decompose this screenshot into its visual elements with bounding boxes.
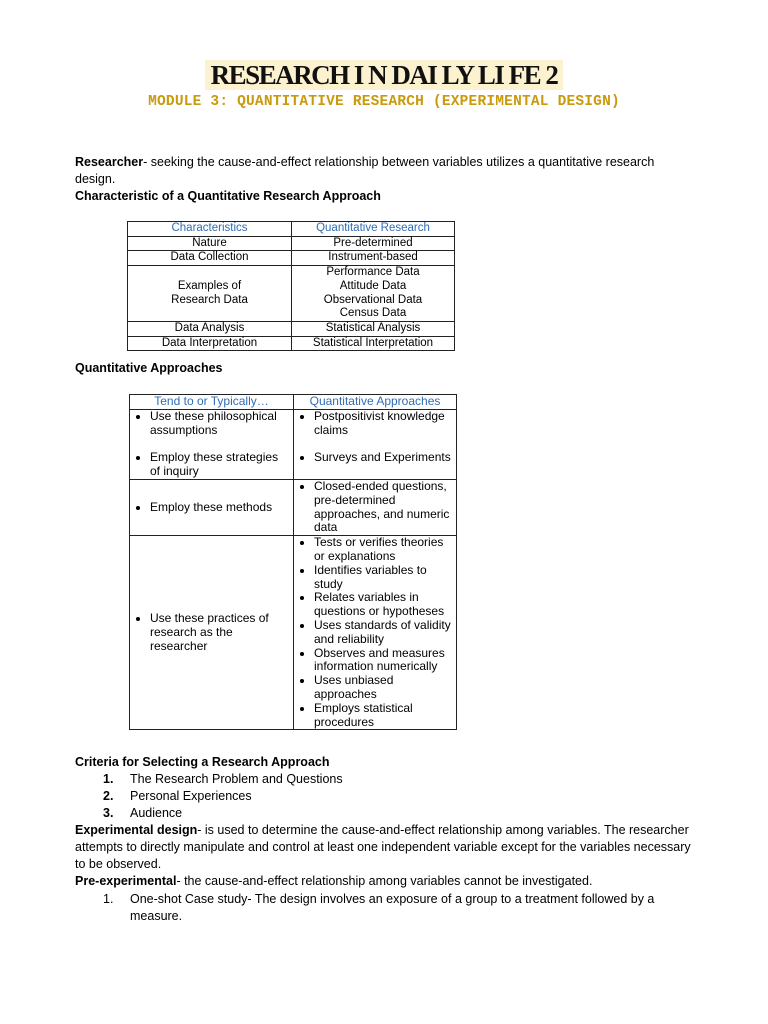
table-cell bbox=[294, 409, 457, 479]
list-item: • Uses unbiased approaches bbox=[314, 674, 452, 702]
table-cell-line: Observational Data bbox=[323, 293, 423, 306]
table-row bbox=[130, 479, 457, 535]
table-row bbox=[130, 536, 457, 730]
list-text: One-shot Case study- The design involves an exposure of a group to a treatment followed by a measure. bbox=[130, 892, 655, 923]
page-title: RESEARCH I N DAI LY LI FE 2 bbox=[205, 60, 564, 90]
table-cell-line: Census Data bbox=[339, 307, 407, 320]
table-header-cell: Quantitative Approaches bbox=[294, 395, 457, 410]
experimental-design-definition bbox=[75, 822, 697, 873]
researcher-definition bbox=[75, 154, 695, 188]
table-cell-line: Attitude Data bbox=[339, 279, 407, 292]
list-number: 1. bbox=[103, 772, 114, 786]
list-text: Audience bbox=[130, 806, 183, 820]
list-text: Personal Experiences bbox=[130, 789, 252, 803]
list-item: • Employ these methods bbox=[150, 501, 289, 515]
criteria-list bbox=[75, 771, 695, 822]
table-row bbox=[128, 251, 455, 266]
criteria-heading: Criteria for Selecting a Research Approach bbox=[75, 755, 330, 769]
table-cell-line: Performance Data bbox=[326, 266, 420, 279]
list-item: • Closed-ended questions, pre-determined approaches, and numeric data bbox=[314, 480, 452, 535]
researcher-term: Researcher bbox=[75, 155, 144, 169]
table2-heading: Quantitative Approaches bbox=[75, 361, 223, 375]
pre-experimental-definition bbox=[75, 873, 695, 890]
table-cell bbox=[294, 536, 457, 730]
table1-heading: Characteristic of a Quantitative Research Approach bbox=[75, 189, 381, 203]
table-cell: Data Interpretation bbox=[128, 336, 292, 351]
list-number: 2. bbox=[103, 789, 114, 803]
table-header-row bbox=[130, 395, 457, 410]
list-item bbox=[75, 805, 695, 822]
list-item: • Employ these strategies of inquiry bbox=[150, 451, 289, 479]
list-text: The Research Problem and Questions bbox=[130, 772, 343, 786]
table-header-cell: Characteristics bbox=[128, 222, 292, 237]
quantitative-approaches-table bbox=[129, 394, 457, 730]
table-cell: Nature bbox=[128, 236, 292, 251]
list-item bbox=[75, 891, 675, 925]
table-cell: Examples of Research Data bbox=[128, 266, 292, 322]
list-item: • Postpositivist knowledge claims bbox=[314, 410, 452, 438]
table-header-cell: Tend to or Typically… bbox=[130, 395, 294, 410]
pre-experimental-list bbox=[75, 891, 675, 925]
list-item: • Identifies variables to study bbox=[314, 564, 452, 592]
table-cell bbox=[130, 479, 294, 535]
table-row bbox=[130, 409, 457, 479]
module-subtitle: MODULE 3: QUANTITATIVE RESEARCH (EXPERIMENTAL DESIGN) bbox=[148, 94, 620, 110]
list-item bbox=[75, 788, 695, 805]
list-item: • Uses standards of validity and reliability bbox=[314, 619, 452, 647]
table-cell: Data Analysis bbox=[128, 321, 292, 336]
list-item: • Tests or verifies theories or explanations bbox=[314, 536, 452, 564]
experimental-term: Experimental design bbox=[75, 823, 198, 837]
table-header-cell: Quantitative Research bbox=[292, 222, 455, 237]
list-item: • Use these practices of research as the researcher bbox=[150, 612, 289, 653]
table-header-row bbox=[128, 222, 455, 237]
pre-experimental-text: - the cause-and-effect relationship among variables cannot be investigated. bbox=[176, 874, 593, 888]
table-row bbox=[128, 236, 455, 251]
list-item: • Relates variables in questions or hypotheses bbox=[314, 591, 452, 619]
page-title-wrap bbox=[0, 60, 768, 90]
characteristics-table bbox=[127, 221, 455, 351]
list-item: • Employs statistical procedures bbox=[314, 702, 452, 730]
table-cell bbox=[294, 479, 457, 535]
list-item: • Observes and measures information numerically bbox=[314, 647, 452, 675]
list-number: 3. bbox=[103, 806, 114, 820]
table-cell: Data Collection bbox=[128, 251, 292, 266]
table-cell bbox=[130, 409, 294, 479]
table-cell: Statistical Interpretation bbox=[292, 336, 455, 351]
list-item: • Surveys and Experiments bbox=[314, 451, 452, 465]
table-cell: Instrument-based bbox=[292, 251, 455, 266]
list-item: • Use these philosophical assumptions bbox=[150, 410, 289, 438]
pre-experimental-term: Pre-experimental bbox=[75, 874, 177, 888]
list-number: 1. bbox=[103, 892, 114, 906]
table-row bbox=[128, 266, 455, 322]
table-row bbox=[128, 336, 455, 351]
table-row bbox=[128, 321, 455, 336]
list-item bbox=[75, 771, 695, 788]
table-cell bbox=[292, 266, 455, 322]
table-cell bbox=[130, 536, 294, 730]
researcher-text: - seeking the cause-and-effect relationship between variables utilizes a quantitative research design. bbox=[75, 155, 655, 186]
table-cell: Pre-determined bbox=[292, 236, 455, 251]
table-cell: Statistical Analysis bbox=[292, 321, 455, 336]
experimental-text: - is used to determine the cause-and-effect relationship among variables. The researcher attempts to directly manipulate and control at least one independent variable except for the variables necessary to be observed. bbox=[75, 823, 691, 871]
